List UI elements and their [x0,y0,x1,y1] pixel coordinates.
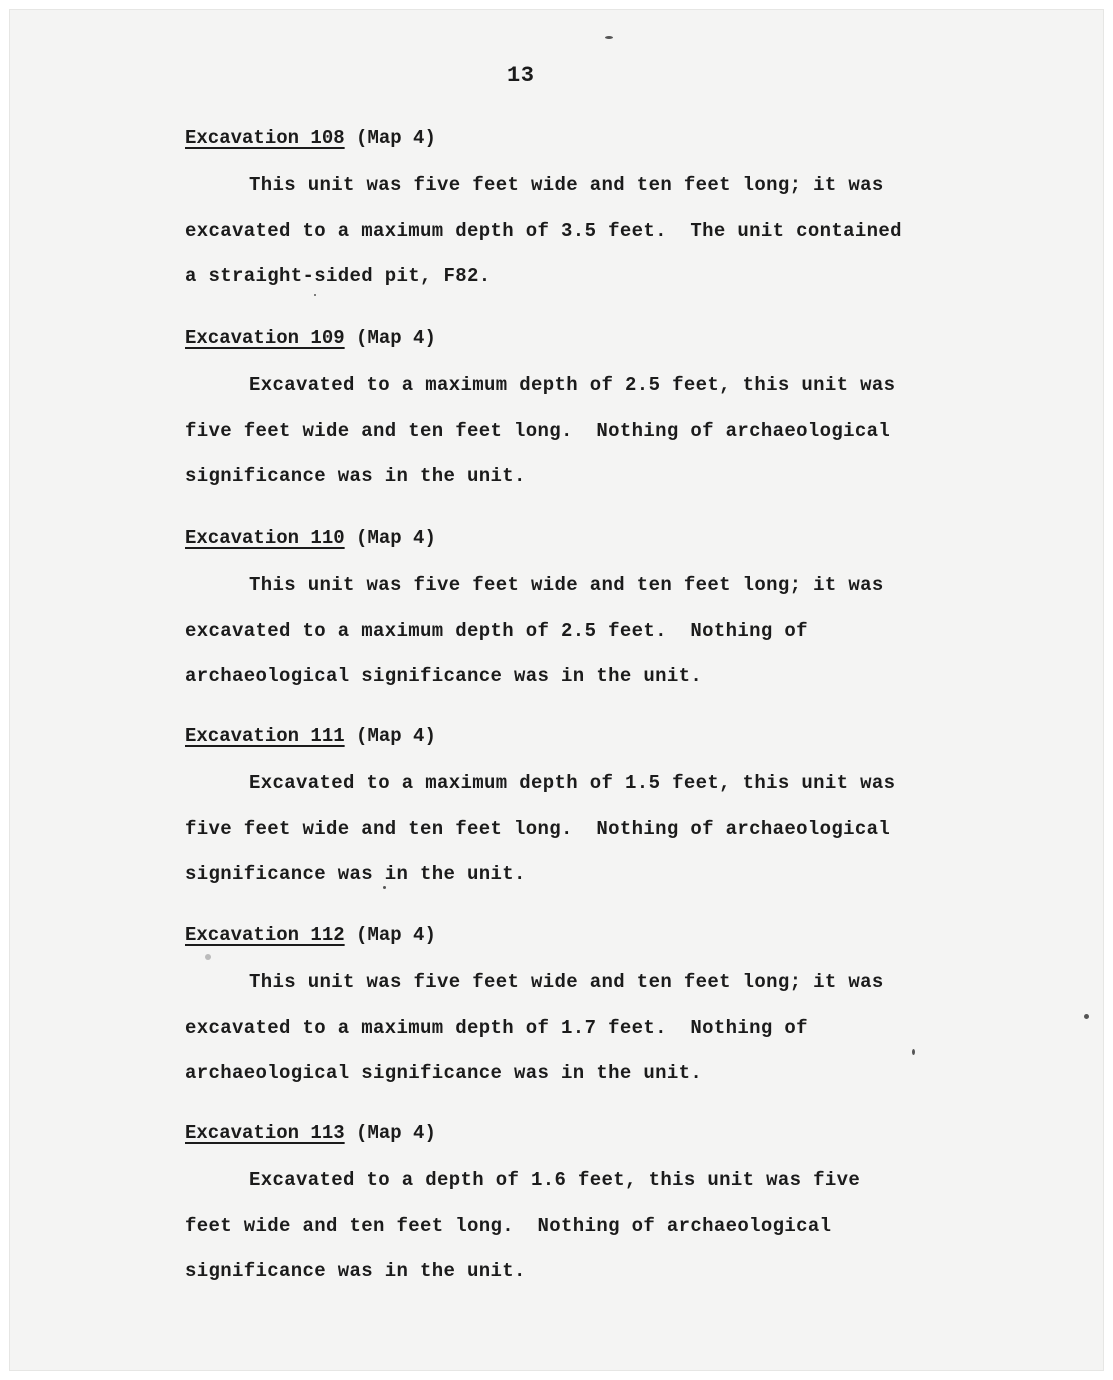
map-reference: (Map 4) [356,725,436,747]
map-reference: (Map 4) [356,327,436,349]
map-reference: (Map 4) [356,1122,436,1144]
section-title: Excavation 108 [185,127,345,149]
paragraph-line: a straight-sided pit, F82. [185,265,491,287]
section-excavation-108 [185,122,1005,300]
section-excavation-111 [185,720,1005,898]
document-page [9,9,1104,1371]
paragraph-line: Excavated to a maximum depth of 1.5 feet, this unit was [249,772,896,794]
paragraph-line: significance was in the unit. [185,863,526,885]
paragraph-line: significance was in the unit. [185,1260,526,1282]
section-paragraph [185,761,1005,898]
map-reference: (Map 4) [356,127,436,149]
paragraph-line: This unit was five feet wide and ten feet long; it was [249,971,884,993]
section-heading [185,919,1005,951]
section-paragraph [185,363,1005,500]
map-reference: (Map 4) [356,924,436,946]
section-title: Excavation 110 [185,527,345,549]
paragraph-line: archaeological significance was in the unit. [185,1062,703,1084]
map-reference: (Map 4) [356,527,436,549]
paragraph-line: excavated to a maximum depth of 3.5 feet. The unit contained [185,219,902,242]
paragraph-line: archaeological significance was in the unit. [185,665,703,687]
section-excavation-109 [185,322,1005,500]
section-paragraph [185,563,1005,700]
section-title: Excavation 113 [185,1122,345,1144]
paragraph-line: feet wide and ten feet long. Nothing of archaeological [185,1214,832,1237]
section-heading [185,122,1005,154]
section-heading [185,322,1005,354]
section-paragraph [185,960,1005,1097]
scan-speck [205,954,211,960]
paragraph-line: excavated to a maximum depth of 1.7 feet. Nothing of [185,1016,808,1039]
section-heading [185,522,1005,554]
section-excavation-112 [185,919,1005,1097]
paragraph-line: excavated to a maximum depth of 2.5 feet. Nothing of [185,619,808,642]
section-heading [185,720,1005,752]
page-number: 13 [507,63,535,88]
scan-speck [912,1049,915,1055]
section-title: Excavation 111 [185,725,345,747]
scan-speck [383,886,386,889]
scan-speck [1084,1014,1089,1019]
section-paragraph [185,1158,1005,1295]
section-excavation-113 [185,1117,1005,1295]
section-title: Excavation 109 [185,327,345,349]
section-paragraph [185,163,1005,300]
paragraph-line: This unit was five feet wide and ten feet long; it was [249,174,884,196]
paragraph-line: significance was in the unit. [185,465,526,487]
section-excavation-110 [185,522,1005,700]
paragraph-line: Excavated to a maximum depth of 2.5 feet, this unit was [249,374,896,396]
section-heading [185,1117,1005,1149]
paragraph-line: Excavated to a depth of 1.6 feet, this unit was five [249,1169,861,1191]
scan-speck [314,294,316,296]
paragraph-line: five feet wide and ten feet long. Nothing of archaeological [185,419,891,442]
scan-speck [605,36,613,39]
paragraph-line: This unit was five feet wide and ten feet long; it was [249,574,884,596]
section-title: Excavation 112 [185,924,345,946]
paragraph-line: five feet wide and ten feet long. Nothing of archaeological [185,817,891,840]
